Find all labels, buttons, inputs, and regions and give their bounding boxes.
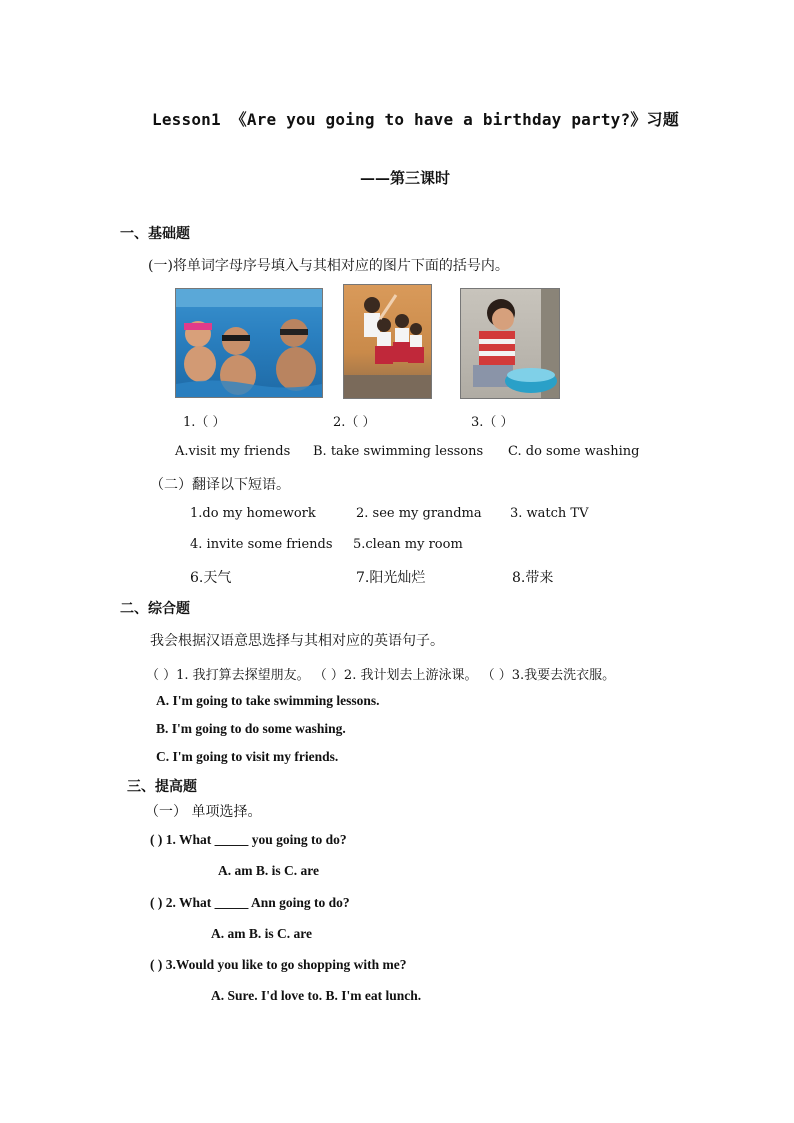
washing-illustration bbox=[461, 289, 559, 398]
blank-3[interactable]: 3.（ ） bbox=[471, 415, 514, 430]
section2-option-a: A. I'm going to take swimming lessons. bbox=[156, 693, 380, 708]
section1-heading: 一、基础题 bbox=[120, 226, 190, 242]
blank-2[interactable]: 2.（ ） bbox=[333, 415, 376, 430]
phrase-4: 4. invite some friends bbox=[190, 537, 333, 552]
section3-heading: 三、提高题 bbox=[127, 779, 197, 795]
page-title: Lesson1 《Are you going to have a birthday party?》习题 bbox=[152, 110, 679, 129]
part2-instruction: （二）翻译以下短语。 bbox=[150, 477, 290, 493]
section2-option-b: B. I'm going to do some washing. bbox=[156, 721, 346, 736]
boy-washing-photo bbox=[460, 288, 560, 399]
page-subtitle: ——第三课时 bbox=[360, 169, 451, 187]
option-c: C. do some washing bbox=[508, 444, 640, 459]
option-b: B. take swimming lessons bbox=[313, 444, 484, 459]
section2-heading: 二、综合题 bbox=[120, 601, 190, 617]
phrase-6: 6.天气 bbox=[190, 570, 232, 586]
phrase-5: 5.clean my room bbox=[353, 537, 463, 552]
phrase-3: 3. watch TV bbox=[510, 506, 589, 521]
question-1-choices: A. am B. is C. are bbox=[218, 863, 319, 878]
question-3: ( ) 3.Would you like to go shopping with me? bbox=[150, 957, 407, 972]
posing-illustration bbox=[344, 285, 431, 398]
question-2: ( ) 2. What _____ Ann going to do? bbox=[150, 895, 350, 910]
phrase-8: 8.带来 bbox=[512, 570, 554, 586]
swimming-illustration bbox=[176, 289, 322, 397]
question-1: ( ) 1. What _____ you going to do? bbox=[150, 832, 347, 847]
children-swimming-photo bbox=[175, 288, 323, 398]
question-3-choices: A. Sure. I'd love to. B. I'm eat lunch. bbox=[211, 988, 422, 1003]
question-2-choices: A. am B. is C. are bbox=[211, 926, 312, 941]
phrase-2: 2. see my grandma bbox=[356, 506, 482, 521]
phrase-1: 1.do my homework bbox=[190, 506, 316, 521]
section3-part1-heading: （一） 单项选择。 bbox=[145, 804, 262, 820]
option-a: A.visit my friends bbox=[175, 444, 291, 459]
section2-option-c: C. I'm going to visit my friends. bbox=[156, 749, 339, 764]
section2-questions: （ ）1. 我打算去探望朋友。 （ ）2. 我计划去上游泳课。 （ ）3.我要去洗衣服。 bbox=[146, 668, 616, 683]
children-posing-photo bbox=[343, 284, 432, 399]
section2-instruction: 我会根据汉语意思选择与其相对应的英语句子。 bbox=[150, 633, 444, 649]
part1-instruction: (一)将单词字母序号填入与其相对应的图片下面的括号内。 bbox=[148, 258, 509, 274]
blank-1[interactable]: 1.（ ） bbox=[183, 415, 226, 430]
phrase-7: 7.阳光灿烂 bbox=[356, 570, 426, 586]
